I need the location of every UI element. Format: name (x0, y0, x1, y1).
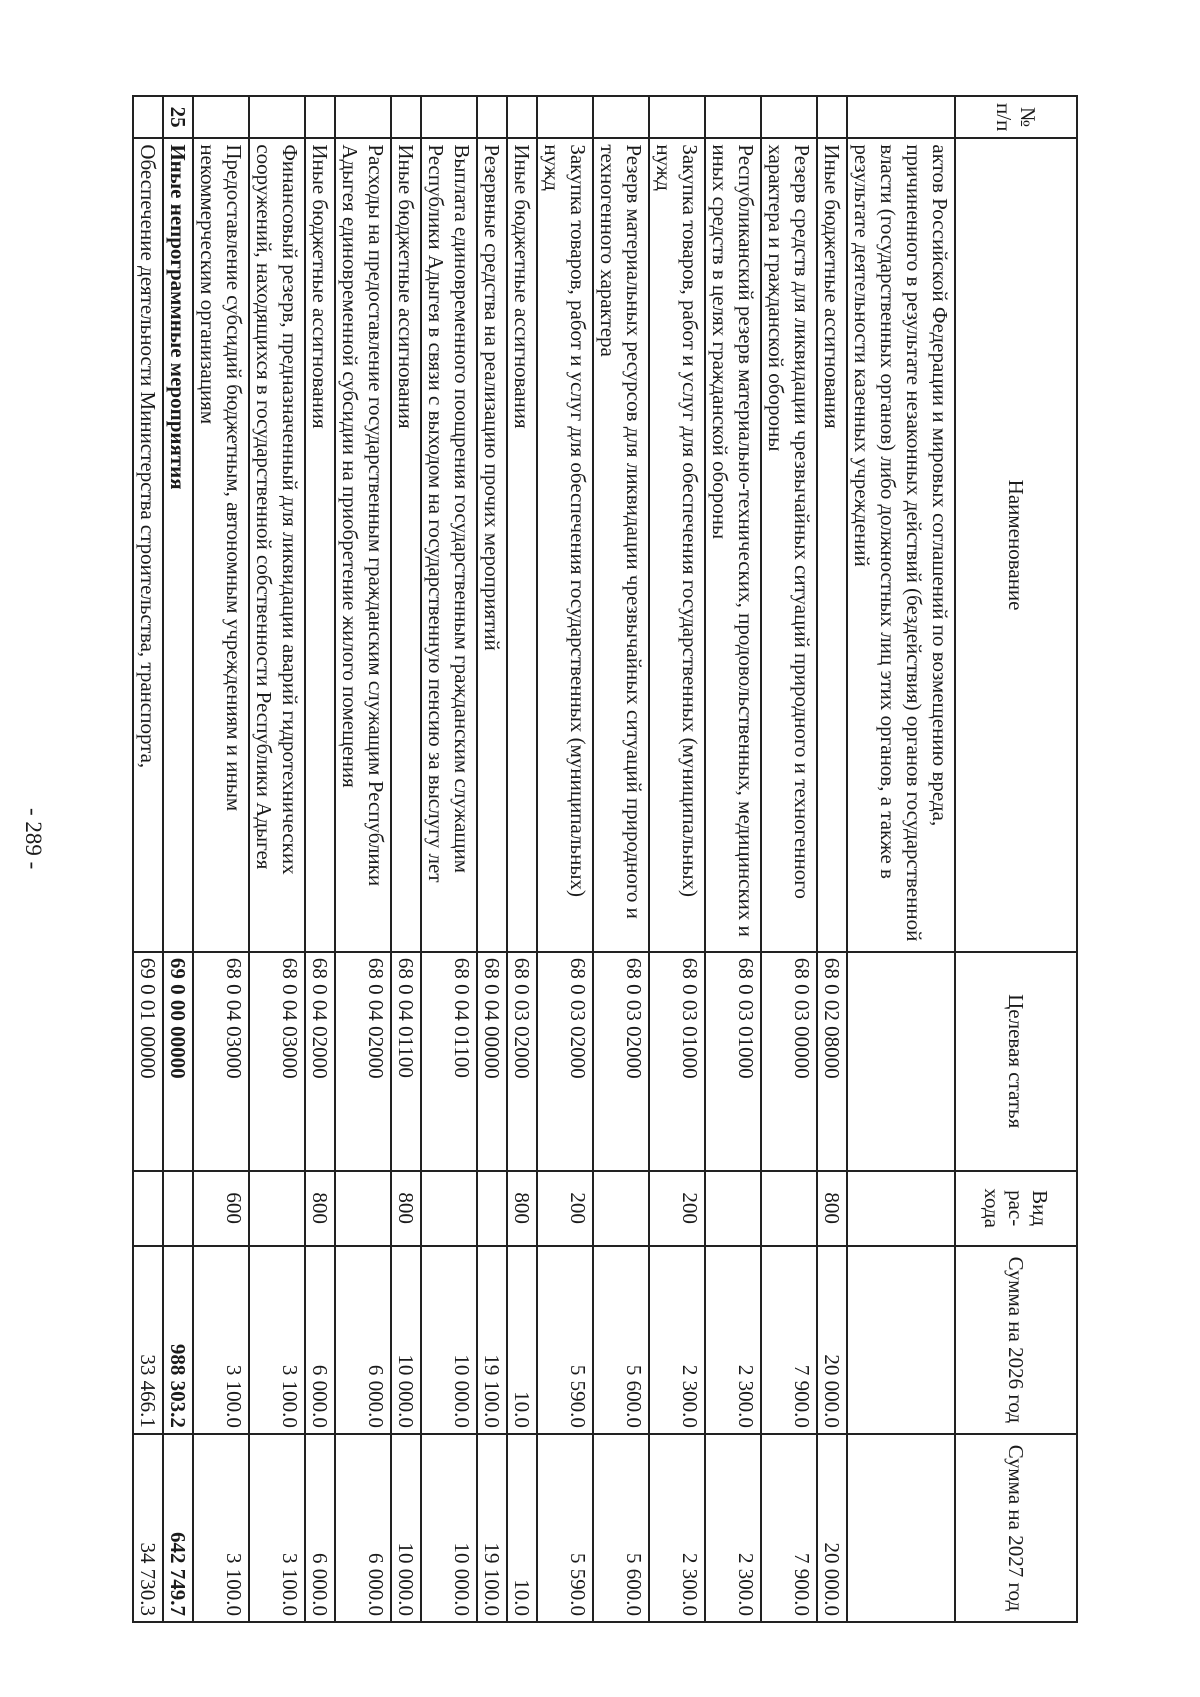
code-cell: 68 0 04 02000 (305, 952, 335, 1171)
code-cell (847, 952, 955, 1171)
type-cell (705, 1171, 761, 1246)
sum-2027-cell: 19 100.0 (477, 1434, 507, 1622)
type-cell (133, 1171, 163, 1246)
header-name: Наименование (955, 138, 1077, 952)
name-cell: Резерв средств для ликвидации чрезвычайных ситуаций природного и техногенного характера и гражданской обороны (761, 138, 817, 952)
code-cell: 68 0 04 03000 (249, 952, 305, 1171)
type-cell (421, 1171, 477, 1246)
type-cell (847, 1171, 955, 1246)
header-sum-2026: Сумма на 2026 год (955, 1246, 1077, 1434)
type-cell: 800 (305, 1171, 335, 1246)
sum-2026-cell: 5 590.0 (537, 1246, 593, 1434)
name-cell: Резерв материальных ресурсов для ликвидации чрезвычайных ситуаций природного и техногенного характера (593, 138, 649, 952)
table-row (193, 96, 249, 1622)
code-cell: 69 0 01 00000 (133, 952, 163, 1171)
type-cell (249, 1171, 305, 1246)
num-cell (391, 96, 421, 138)
table-header-row (955, 96, 1077, 1622)
num-cell (193, 96, 249, 138)
name-cell: Иные бюджетные ассигнования (817, 138, 847, 952)
sum-2026-cell (847, 1246, 955, 1434)
name-cell: Иные бюджетные ассигнования (391, 138, 421, 952)
header-type: Вид рас-хода (955, 1171, 1077, 1246)
sum-2026-cell: 7 900.0 (761, 1246, 817, 1434)
table-row (593, 96, 649, 1622)
table-row (649, 96, 705, 1622)
type-cell (335, 1171, 391, 1246)
sum-2026-cell: 2 300.0 (705, 1246, 761, 1434)
sum-2026-cell: 988 303.2 (163, 1246, 193, 1434)
name-cell: Обеспечение деятельности Министерства строительства, транспорта, (133, 138, 163, 952)
type-cell (761, 1171, 817, 1246)
table-row (537, 96, 593, 1622)
code-cell: 68 0 04 01100 (421, 952, 477, 1171)
table-row (761, 96, 817, 1622)
header-sum-2027: Сумма на 2027 год (955, 1434, 1077, 1622)
rotated-table-container (108, 95, 1078, 1623)
type-cell: 800 (391, 1171, 421, 1246)
type-cell: 200 (537, 1171, 593, 1246)
num-cell (705, 96, 761, 138)
sum-2027-cell: 10.0 (507, 1434, 537, 1622)
table-row (335, 96, 391, 1622)
sum-2026-cell: 3 100.0 (193, 1246, 249, 1434)
sum-2027-cell: 5 590.0 (537, 1434, 593, 1622)
name-cell: Резервные средства на реализацию прочих мероприятий (477, 138, 507, 952)
table-row (507, 96, 537, 1622)
sum-2027-cell: 642 749.7 (163, 1434, 193, 1622)
sum-2027-cell: 7 900.0 (761, 1434, 817, 1622)
sum-2026-cell: 10.0 (507, 1246, 537, 1434)
page-number: - 289 - (21, 808, 46, 870)
num-cell (507, 96, 537, 138)
name-cell: Расходы на предоставление государственным гражданским служащим Республики Адыгея единовременной субсидии на приобретение жилого помещения (335, 138, 391, 952)
header-code: Целевая статья (955, 952, 1077, 1171)
sum-2027-cell: 2 300.0 (649, 1434, 705, 1622)
budget-table (132, 95, 1078, 1623)
table-row (163, 96, 193, 1622)
sum-2026-cell: 20 000.0 (817, 1246, 847, 1434)
sum-2027-cell (847, 1434, 955, 1622)
sum-2026-cell: 6 000.0 (335, 1246, 391, 1434)
code-cell: 68 0 03 01000 (705, 952, 761, 1171)
num-cell (649, 96, 705, 138)
sum-2026-cell: 2 300.0 (649, 1246, 705, 1434)
sum-2027-cell: 20 000.0 (817, 1434, 847, 1622)
header-num: № п/п (955, 96, 1077, 138)
num-cell (537, 96, 593, 138)
table-row (847, 96, 955, 1622)
type-cell: 800 (817, 1171, 847, 1246)
type-cell: 800 (507, 1171, 537, 1246)
table-row (305, 96, 335, 1622)
type-cell: 200 (649, 1171, 705, 1246)
name-cell: актов Российской Федерации и мировых соглашений по возмещению вреда, причиненного в результате незаконных действий (бездействия) органов государственной власти (государственных органов) либо должностных лиц этих органов, а также в результате деятельности казенных учреждений (847, 138, 955, 952)
num-cell (477, 96, 507, 138)
num-cell (335, 96, 391, 138)
sum-2027-cell: 6 000.0 (305, 1434, 335, 1622)
table-row (249, 96, 305, 1622)
name-cell: Предоставление субсидий бюджетным, автономным учреждениям и иным некоммерческим организациям (193, 138, 249, 952)
table-body (133, 96, 955, 1622)
num-cell (817, 96, 847, 138)
table-row (421, 96, 477, 1622)
name-cell: Закупка товаров, работ и услуг для обеспечения государственных (муниципальных) нужд (537, 138, 593, 952)
num-cell (249, 96, 305, 138)
name-cell: Республиканский резерв материально-технических, продовольственных, медицинских и иных средств в целях гражданской обороны (705, 138, 761, 952)
sum-2026-cell: 6 000.0 (305, 1246, 335, 1434)
num-cell: 25 (163, 96, 193, 138)
table-row (477, 96, 507, 1622)
num-cell (305, 96, 335, 138)
code-cell: 68 0 04 02000 (335, 952, 391, 1171)
code-cell: 68 0 03 02000 (507, 952, 537, 1171)
code-cell: 68 0 03 01000 (649, 952, 705, 1171)
sum-2026-cell: 5 600.0 (593, 1246, 649, 1434)
sum-2027-cell: 5 600.0 (593, 1434, 649, 1622)
sum-2026-cell: 33 466.1 (133, 1246, 163, 1434)
type-cell (477, 1171, 507, 1246)
code-cell: 68 0 04 03000 (193, 952, 249, 1171)
sum-2027-cell: 10 000.0 (421, 1434, 477, 1622)
name-cell: Закупка товаров, работ и услуг для обеспечения государственных (муниципальных) нужд (649, 138, 705, 952)
code-cell: 68 0 03 00000 (761, 952, 817, 1171)
sum-2027-cell: 3 100.0 (249, 1434, 305, 1622)
code-cell: 68 0 04 00000 (477, 952, 507, 1171)
sum-2027-cell: 10 000.0 (391, 1434, 421, 1622)
name-cell: Финансовый резерв, предназначенный для ликвидации аварий гидротехнических сооружений, находящихся в государственной собственности Республики Адыгея (249, 138, 305, 952)
sum-2027-cell: 2 300.0 (705, 1434, 761, 1622)
name-cell: Иные бюджетные ассигнования (507, 138, 537, 952)
name-cell: Иные непрограммные мероприятия (163, 138, 193, 952)
code-cell: 68 0 04 01100 (391, 952, 421, 1171)
name-cell: Выплата единовременного поощрения государственным гражданским служащим Республики Адыгея в связи с выходом на государственную пенсию за выслугу лет (421, 138, 477, 952)
num-cell (593, 96, 649, 138)
code-cell: 68 0 02 08000 (817, 952, 847, 1171)
num-cell (761, 96, 817, 138)
code-cell: 68 0 03 02000 (537, 952, 593, 1171)
code-cell: 68 0 03 02000 (593, 952, 649, 1171)
type-cell (593, 1171, 649, 1246)
name-cell: Иные бюджетные ассигнования (305, 138, 335, 952)
sum-2026-cell: 10 000.0 (421, 1246, 477, 1434)
num-cell (133, 96, 163, 138)
sum-2027-cell: 34 730.3 (133, 1434, 163, 1622)
sum-2026-cell: 19 100.0 (477, 1246, 507, 1434)
table-row (817, 96, 847, 1622)
code-cell: 69 0 00 00000 (163, 952, 193, 1171)
sum-2027-cell: 3 100.0 (193, 1434, 249, 1622)
type-cell (163, 1171, 193, 1246)
sum-2027-cell: 6 000.0 (335, 1434, 391, 1622)
num-cell (847, 96, 955, 138)
type-cell: 600 (193, 1171, 249, 1246)
num-cell (421, 96, 477, 138)
table-row (391, 96, 421, 1622)
sum-2026-cell: 10 000.0 (391, 1246, 421, 1434)
table-row (133, 96, 163, 1622)
sum-2026-cell: 3 100.0 (249, 1246, 305, 1434)
table-row (705, 96, 761, 1622)
